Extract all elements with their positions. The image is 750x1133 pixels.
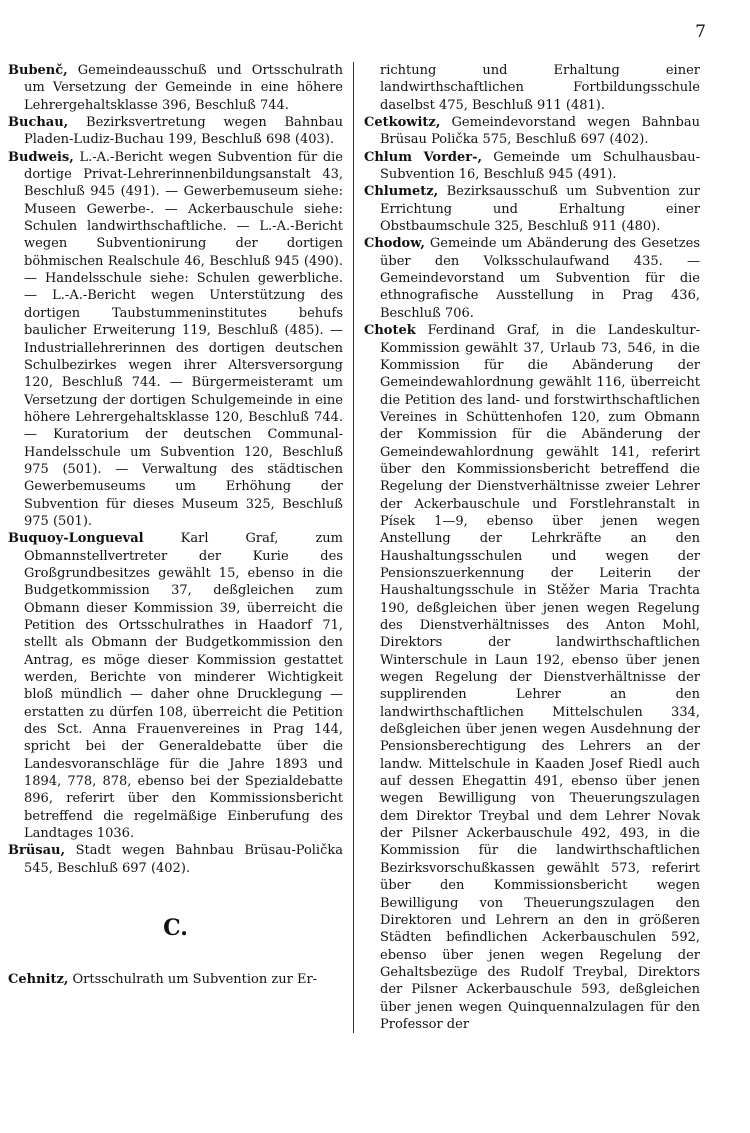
right-column [354, 62, 700, 1033]
index-entry [8, 62, 343, 114]
entry-headword: Cehnitz, [8, 972, 69, 988]
left-column [8, 62, 354, 1033]
index-entry [364, 114, 700, 149]
entry-text: Gemeinde um Schulhausbau-Subvention 16, Beschluß 945 (491). [380, 149, 701, 183]
entry-headword: Budweis, [8, 149, 74, 165]
entry-text: L.-A.-Bericht wegen Subvention für die dortige Privat-Lehrerinnenbildungsanstalt 43, Beschluß 945 (491). — Gewerbemuseum siehe: Museen Gewerbe-. — Ackerbauschule siehe: Schulen landwirthschaftliche. — L.-A.-Bericht wegen Subventionirung der dortigen böhmischen Realschule 46, Beschluß 945 (490). — Handelsschule siehe: Schulen gewerbliche. — L.-A.-Bericht wegen Unterstützung des dortigen Taubstummeninstitutes behufs baulicher Erweiterung 119, Beschluß (485). — Industriallehrerinnen des dortigen deutschen Schulbezirkes wegen ihrer Altersversorgung 120, Beschluß 744. — Bürgermeisteramt um Versetzung der dortigen Schulgemeinde in eine höhere Lehrergehaltsklasse 120, Beschluß 744. — Kuratorium der deutschen Communal-Handelsschule um Subvention 120, Beschluß 975 (501). — Verwaltung des städtischen Gewerbemuseums um Erhöhung der Subvention für dieses Museum 325, Beschluß 975 (501). [24, 149, 343, 529]
index-entry [8, 971, 343, 988]
index-entry [8, 114, 343, 149]
entry-text: Ortsschulrath um Subvention zur Er- [72, 972, 318, 988]
index-entry [364, 183, 700, 235]
entry-continuation: richtung und Erhaltung einer landwirthschaftlichen Fortbildungsschule daselbst 475, Beschluß 911 (481). [380, 63, 700, 113]
entry-headword: Chlumetz, [364, 184, 439, 200]
index-entry [364, 149, 700, 184]
page-number: 7 [695, 22, 706, 42]
entry-headword: Cetkowitz, [364, 115, 441, 131]
entry-headword: Chlum Vorder-, [364, 149, 483, 165]
entry-headword: Bubenč, [8, 63, 68, 78]
entry-text: Gemeindevorstand wegen Bahnbau Brüsau Polička 575, Beschluß 697 (402). [380, 115, 700, 148]
index-entry [8, 530, 343, 842]
entry-text: Karl Graf, zum Obmannstellvertreter der Kurie des Großgrundbesitzes gewählt 15, ebenso in die Budgetkommission 37, deßgleichen zum Obmann dieser Kommission 39, überreicht die Petition des Ortsschulrathes in Haadorf 71, stellt als Obmann der Budgetkommission den Antrag, es möge dieser Kommission gestattet werden, Berichte von minderer Wichtigkeit bloß mündlich — daher ohne Drucklegung — erstatten zu dürfen 108, überreicht die Petition des Sct. Anna Frauenvereines in Prag 144, spricht bei der Generaldebatte über die Landesvoranschläge für die Jahre 1893 und 1894, 778, 878, ebenso bei der Spezialdebatte 896, referirt über den Kommissionsbericht betreffend die regelmäßige Einberufung des Landtages 1036. [24, 531, 343, 842]
entry-text: Gemeindeausschuß und Ortsschulrath um Versetzung der Gemeinde in eine höhere Lehrergehaltsklasse 396, Beschluß 744. [24, 63, 343, 113]
entry-text: Gemeinde um Abänderung des Gesetzes über den Volksschulaufwand 435. — Gemeindevorstand um Subvention für die ethnografische Ausstellung in Prag 436, Beschluß 706. [380, 236, 700, 321]
entry-headword: Chodow, [364, 236, 425, 252]
entry-headword: Brüsau, [8, 843, 66, 859]
entry-headword: Chotek [364, 323, 416, 339]
index-entry [364, 322, 700, 1033]
entry-headword: Buchau, [8, 115, 69, 131]
entry-text: Bezirksausschuß um Subvention zur Errichtung und Erhaltung einer Obstbaumschule 325, Beschluß 911 (480). [380, 184, 700, 235]
index-entry [8, 149, 343, 531]
index-entry [8, 842, 343, 877]
entry-text: Stadt wegen Bahnbau Brüsau-Polička 545, Beschluß 697 (402). [24, 843, 343, 876]
section-letter: C. [163, 915, 188, 942]
entry-text: Bezirksvertretung wegen Bahnbau Pladen-Ludiz-Buchau 199, Beschluß 698 (403). [24, 115, 343, 148]
entry-headword: Buquoy-Longueval [8, 531, 144, 547]
index-columns [8, 62, 720, 1033]
entry-text: Ferdinand Graf, in die Landeskultur-Kommission gewählt 37, Urlaub 73, 546, in die Kommission für die Abänderung der Gemeindewahlordnung gewählt 116, überreicht die Petition des land- und forstwirthschaftlichen Vereines in Schüttenhofen 120, zum Obmann der Kommission für die Abänderung der Gemeindewahlordnung gewählt 141, referirt über den Kommissionsbericht betreffend die Regelung der Dienstverhältnisse zweier Lehrer der Ackerbauschule und Forstlehranstalt in Písek 1—9, ebenso über jenen wegen Anstellung der Lehrkräfte an den Haushaltungsschulen und wegen der Pensionszuerkennung der Leiterin der Haushaltungsschule in Stěžer Maria Trachta 190, deßgleichen über jenen wegen Regelung des Dienstverhältnisses des Anton Mohl, Direktors der landwirthschaftlichen Winterschule in Laun 192, ebenso über jenen wegen Regelung der Dienstverhältnisse der supplirenden Lehrer an den landwirthschaftlichen Mittelschulen 334, deßgleichen über jenen wegen Ausdehnung der Pensionsberechtigung des Lehrers an der landw. Mittelschule in Kaaden Josef Riedl auch auf dessen Ehegattin 491, ebenso über jenen wegen Bewilligung von Theuerungszulagen dem Direktor Treybal und dem Lehrer Novak der Pilsner Ackerbauschule 492, 493, in die Kommission für die landwirthschaftlichen Bezirksvorschußkassen gewählt 573, referirt über den Kommissionsbericht wegen Bewilligung von Theuerungszulagen den Direktoren und Lehrern an den in größeren Städten befindlichen Ackerbauschulen 592, ebenso über jenen wegen Regelung der Gehaltsbezüge des Rudolf Treybal, Direktors der Pilsner Ackerbauschule 593, deßgleichen über jenen wegen Quinquennalzulagen für den Professor der [380, 323, 700, 1032]
index-entry [364, 235, 700, 322]
